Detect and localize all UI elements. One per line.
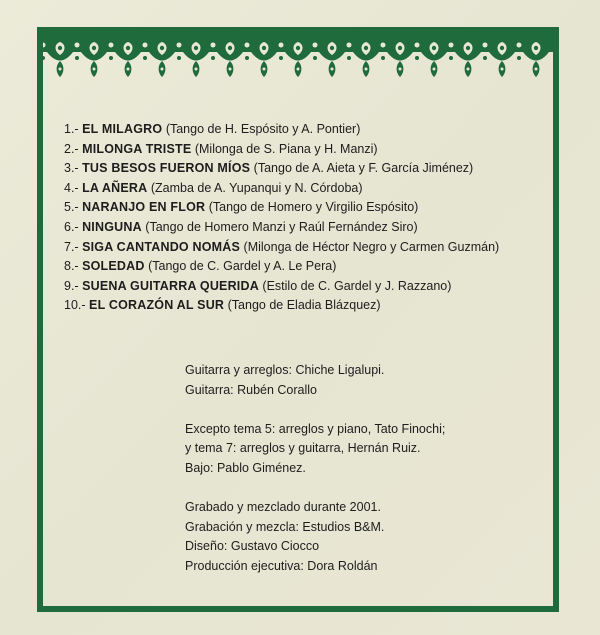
track-title: EL MILAGRO <box>82 122 163 136</box>
track-detail: (Tango de Homero Manzi y Raúl Fernández Siro) <box>145 219 418 234</box>
track-detail: (Tango de A. Aieta y F. García Jiménez) <box>253 161 474 176</box>
track-detail: (Tango de H. Espósito y A. Pontier) <box>165 122 361 136</box>
track-detail: (Milonga de Héctor Negro y Carmen Guzmán) <box>243 239 500 254</box>
track-number: 9.- <box>64 278 79 293</box>
credit-line: Guitarra: Rubén Corallo <box>185 382 318 397</box>
track-item <box>64 277 499 297</box>
track-number: 2.- <box>64 141 79 156</box>
track-item <box>64 238 499 258</box>
track-title: MILONGA TRISTE <box>82 141 192 156</box>
track-number: 5.- <box>64 200 79 215</box>
track-title: EL CORAZÓN AL SUR <box>89 298 225 313</box>
track-detail: (Tango de Homero y Virgilio Espósito) <box>208 200 419 215</box>
track-number: 6.- <box>64 219 79 234</box>
track-number: 8.- <box>64 259 79 274</box>
track-title: NARANJO EN FLOR <box>82 200 206 215</box>
track-number: 7.- <box>64 239 79 254</box>
track-title: SOLEDAD <box>82 259 145 274</box>
credit-line: Producción ejecutiva: Dora Roldán <box>185 558 378 573</box>
credit-line: y tema 7: arreglos y guitarra, Hernán Ruiz. <box>185 441 421 456</box>
track-title: NINGUNA <box>82 219 142 234</box>
track-title: SIGA CANTANDO NOMÁS <box>82 239 241 254</box>
track-item <box>64 140 499 160</box>
arabesque-frieze-icon <box>43 33 553 81</box>
track-detail: (Tango de Eladia Blázquez) <box>227 298 381 313</box>
track-item <box>64 120 499 140</box>
track-item <box>64 257 499 277</box>
credit-line: Excepto tema 5: arreglos y piano, Tato Finochi; <box>185 421 446 436</box>
track-number: 4.- <box>64 180 79 195</box>
track-detail: (Estilo de C. Gardel y J. Razzano) <box>262 278 452 293</box>
track-item <box>64 198 499 218</box>
track-item <box>64 296 499 316</box>
track-number: 1.- <box>64 122 79 136</box>
credit-line: Guitarra y arreglos: Chiche Ligalupi. <box>185 363 385 377</box>
credits-block <box>185 361 445 577</box>
track-title: LA AÑERA <box>82 180 148 195</box>
track-list <box>64 120 499 316</box>
track-detail: (Milonga de S. Piana y H. Manzi) <box>194 141 378 156</box>
track-item <box>64 159 499 179</box>
credit-line: Grabado y mezclado durante 2001. <box>185 500 381 515</box>
track-detail: (Zamba de A. Yupanqui y N. Córdoba) <box>150 180 363 195</box>
track-item <box>64 179 499 199</box>
track-number: 10.- <box>64 298 86 313</box>
track-number: 3.- <box>64 161 79 176</box>
credit-line: Bajo: Pablo Giménez. <box>185 460 306 475</box>
track-title: TUS BESOS FUERON MÍOS <box>82 161 251 176</box>
track-item <box>64 218 499 238</box>
credit-line: Diseño: Gustavo Ciocco <box>185 539 320 554</box>
track-title: SUENA GUITARRA QUERIDA <box>82 278 259 293</box>
credit-line: Grabación y mezcla: Estudios B&M. <box>185 519 385 534</box>
track-detail: (Tango de C. Gardel y A. Le Pera) <box>148 259 337 274</box>
